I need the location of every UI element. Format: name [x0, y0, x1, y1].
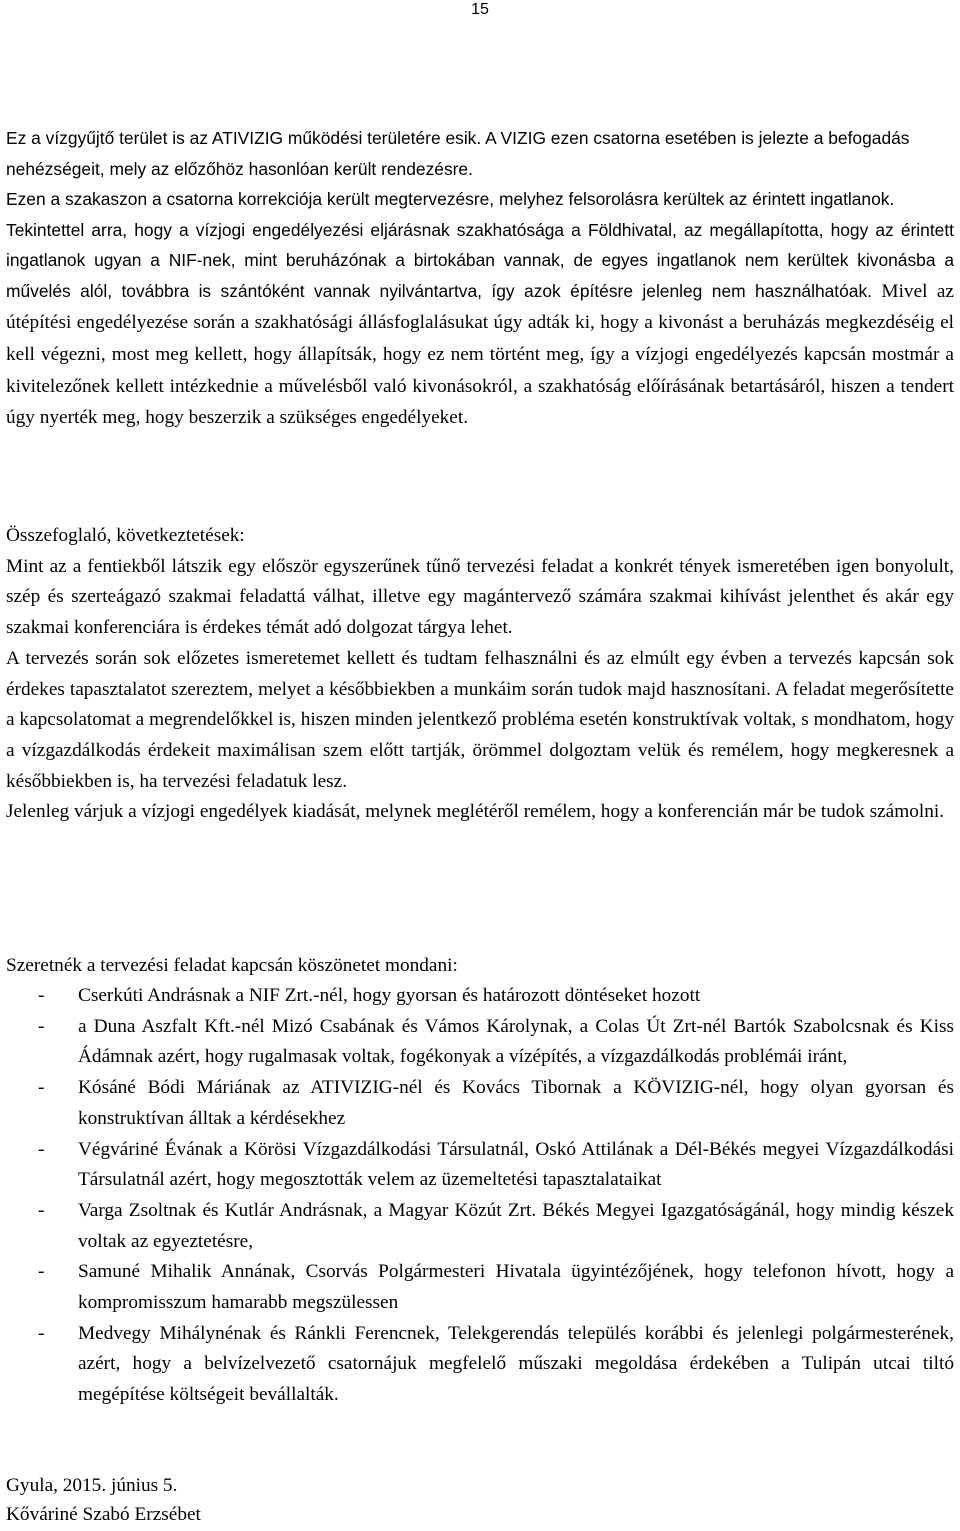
summary-paragraph-2b: A feladat megerősítette a kapcsolatomat a megrendelőkkel is, hiszen minden jelentkező probléma esetén konstruktívak voltak, s mondhatom, hogy a vízgazdálkodás érdekeit maximálisan szem előtt tartják, örömmel dolgoztam velük és remélem, hogy megkeresnek a későbbiekben is, ha tervezési feladatuk lesz. — [6, 678, 954, 792]
summary-heading: Összefoglaló, következtetések: — [6, 525, 245, 546]
summary-paragraph-1: Mint az a fentiekből látszik egy először egyszerűnek tűnő tervezési feladat a konkrét tények ismeretében igen bonyolult, szép és szerteágazó szakmai feladattá válhat, illetve egy magántervező számára szakmai kihívást jelenthet és akár egy szakmai konferenciára is érdekes témát adó dolgozat tárgya lehet. — [6, 555, 954, 639]
paragraph-correction: Ezen a szakaszon a csatorna korrekciója került megtervezésre, melyhez felsorolásra kerültek az érintett ingatlanok. — [6, 189, 895, 209]
summary-paragraph-3: Jelenleg várjuk a vízjogi engedélyek kiadását, melynek meglétéről remélem, hogy a konferencián már be tudok számolni. — [6, 801, 945, 823]
list-item — [6, 1196, 954, 1257]
list-item — [6, 1012, 954, 1073]
list-item-text: Kósáné Bódi Máriának az ATIVIZIG-nél és Kovács Tibornak a KÖVIZIG-nél, hogy olyan gyorsan és konstruktívan álltak a kérdésekhez — [78, 1077, 954, 1129]
list-item — [6, 1073, 954, 1134]
intro-section — [6, 123, 954, 434]
list-dash: - — [38, 1138, 45, 1160]
list-dash: - — [38, 1015, 45, 1037]
list-item — [6, 1257, 954, 1318]
paragraph-land-office-part1: Tekintettel arra, hogy a vízjogi engedélyezési eljárásnak szakhatósága a Földhivatal, az megállapította, hogy az érintett ingatlanok ugyan a NIF-nek, mint beruházónak a birtokában vannak, de egyes ingatlanok nem kerültek kivonásba a művelés alól, továbbra is szántóként vannak nyilvántartva, így azok építésre jelenleg nem használhatóak. — [6, 219, 954, 301]
list-dash: - — [38, 1199, 45, 1221]
list-item-text: Varga Zsoltnak és Kutlár Andrásnak, a Magyar Közút Zrt. Békés Megyei Igazgatóságánál, hogy mindig készek voltak az egyeztetésre, — [78, 1199, 954, 1252]
thanks-list — [6, 981, 954, 1411]
author-name: Kőváriné Szabó Erzsébet — [6, 1504, 201, 1525]
list-dash: - — [38, 985, 45, 1006]
summary-section — [6, 521, 954, 828]
list-item-text: Samuné Mihalik Annának, Csorvás Polgármesteri Hivatala ügyintézőjének, hogy telefonon hívott, hogy a kompromisszum hamarabb megszülessen — [78, 1261, 954, 1314]
paragraph-land-office-part2: Mivel az útépítési engedélyezése során a szakhatósági állásfoglalásukat úgy adták ki, hogy a kivonást a beruházás megkezdéséig el kell végezni, most meg kellett, hogy állapítsák, hogy ez nem történt meg, így a vízjogi engedélyezés kapcsán mostmár a kivitelezőnek kellett intézkednie a művelésből való kivonásokról, a szakhatóság előírásának betartásáról, hiszen a tendert úgy nyerték meg, hogy beszerzik a szükséges engedélyeket. — [6, 280, 954, 429]
list-item-text: Végváriné Évának a Körösi Vízgazdálkodási Társulatnál, Oskó Attilának a Dél-Békés megyei Vízgazdálkodási Társulatnál azért, hogy megosztották velem az üzemeltetési tapasztalataikat — [78, 1138, 954, 1191]
paragraph-land-office — [6, 215, 954, 435]
list-item-text: Cserkúti Andrásnak a NIF Zrt.-nél, hogy gyorsan és határozott döntéseket hozott — [78, 985, 701, 1006]
list-item-text: Medvegy Mihálynénak és Ránkli Ferencnek, Telekgerendás település korábbi és jelenlegi polgármesterének, azért, hogy a belvízelvezető csatornájuk megfelelő műszaki megoldása érdekében a Tulipán utcai tiltó megépítése költségeit bevállalták. — [78, 1322, 954, 1406]
paragraph-catchment: Ez a vízgyűjtő terület is az ATIVIZIG működési területére esik. A VIZIG ezen csatorna esetében is jelezte a befogadás nehézségeit, mely az előzőhöz hasonlóan került rendezésre. — [6, 128, 910, 179]
page-number: 15 — [471, 1, 489, 18]
thanks-heading: Szeretnék a tervezési feladat kapcsán köszönetet mondani: — [6, 955, 458, 976]
list-dash: - — [38, 1077, 45, 1099]
summary-paragraph-2 — [6, 644, 954, 798]
list-item — [6, 1135, 954, 1196]
list-dash: - — [38, 1261, 45, 1283]
list-item — [6, 981, 954, 1012]
list-item-text: a Duna Aszfalt Kft.-nél Mizó Csabának és Vámos Károlynak, a Colas Út Zrt-nél Bartók Szabolcsnak és Kiss Ádámnak azért, hogy rugalmasak voltak, fogékonyak a vízépítés, a vízgazdálkodás problémái iránt, — [78, 1015, 954, 1068]
list-item — [6, 1319, 954, 1411]
summary-paragraph-2a: A tervezés során sok előzetes ismeretemet kellett és tudtam felhasználni és az elmúlt egy évben a tervezés kapcsán sok érdekes tapasztalatot szereztem, melyet a későbbiekben a munkáim során tudok majd hasznosítani. — [6, 647, 954, 700]
list-dash: - — [38, 1322, 45, 1344]
place-date: Gyula, 2015. június 5. — [6, 1475, 178, 1496]
